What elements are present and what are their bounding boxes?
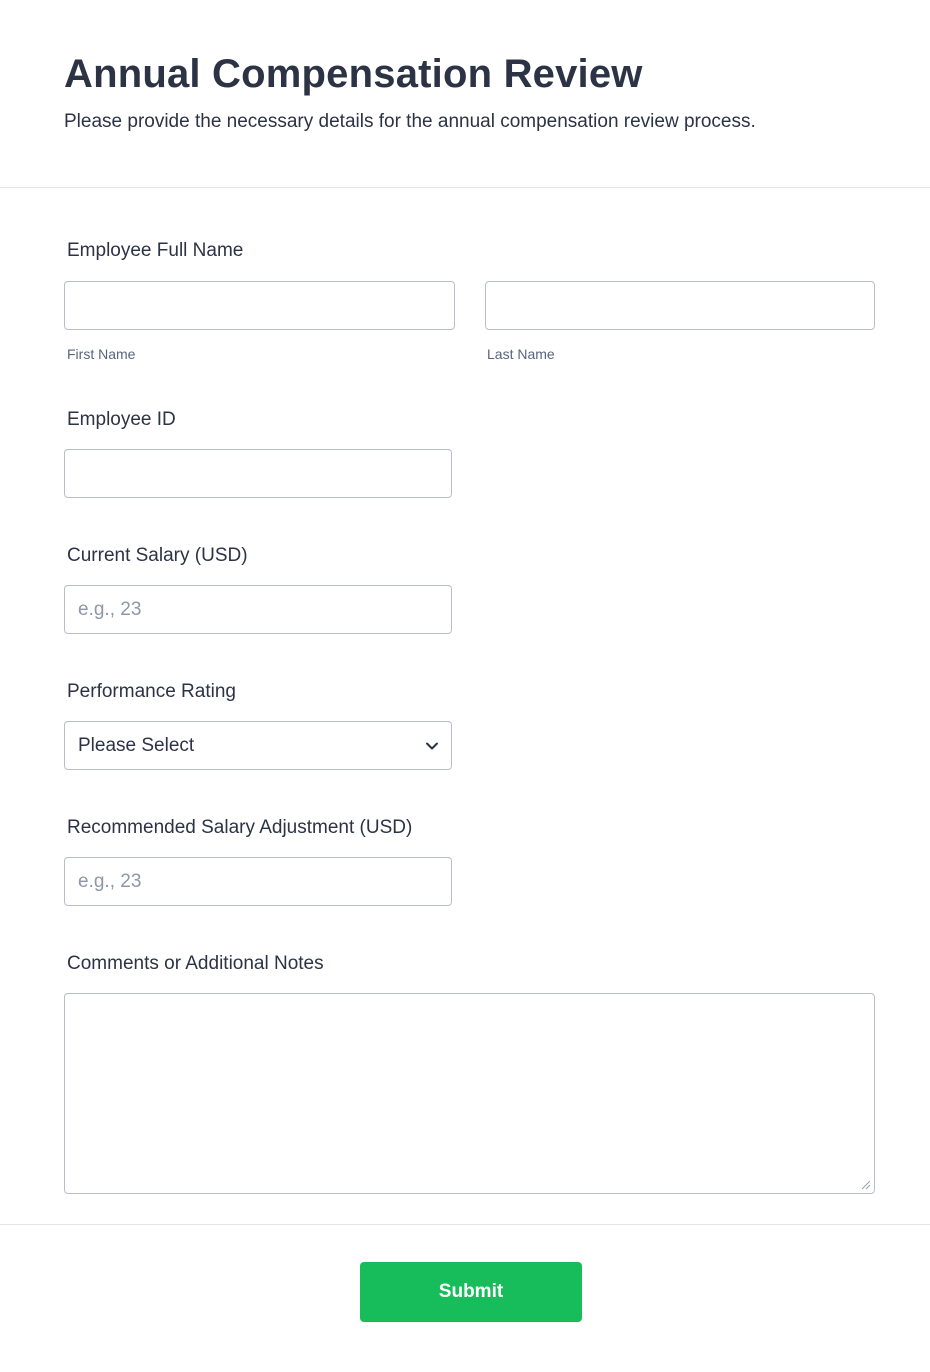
comments-label: Comments or Additional Notes [67,953,324,974]
last-name-input[interactable] [485,281,875,330]
resize-handle-icon[interactable] [861,1180,871,1190]
current-salary-label: Current Salary (USD) [67,545,248,566]
last-name-sublabel: Last Name [487,346,555,362]
performance-rating-value: Please Select [78,735,195,756]
first-name-input[interactable] [64,281,455,330]
salary-adjustment-label: Recommended Salary Adjustment (USD) [67,817,413,838]
comments-textarea[interactable] [64,993,875,1194]
employee-id-input[interactable] [64,449,452,498]
page-subtitle: Please provide the necessary details for the annual compensation review process. [64,111,756,132]
submit-button[interactable]: Submit [360,1262,582,1322]
salary-adjustment-input[interactable] [64,857,452,906]
chevron-down-icon [425,739,439,753]
current-salary-input[interactable] [64,585,452,634]
performance-rating-label: Performance Rating [67,681,236,702]
footer-divider [0,1224,930,1225]
full-name-label: Employee Full Name [67,240,244,261]
first-name-sublabel: First Name [67,346,136,362]
employee-id-label: Employee ID [67,409,176,430]
page-title: Annual Compensation Review [64,52,643,96]
performance-rating-select[interactable] [64,721,452,770]
form-header [0,0,930,188]
